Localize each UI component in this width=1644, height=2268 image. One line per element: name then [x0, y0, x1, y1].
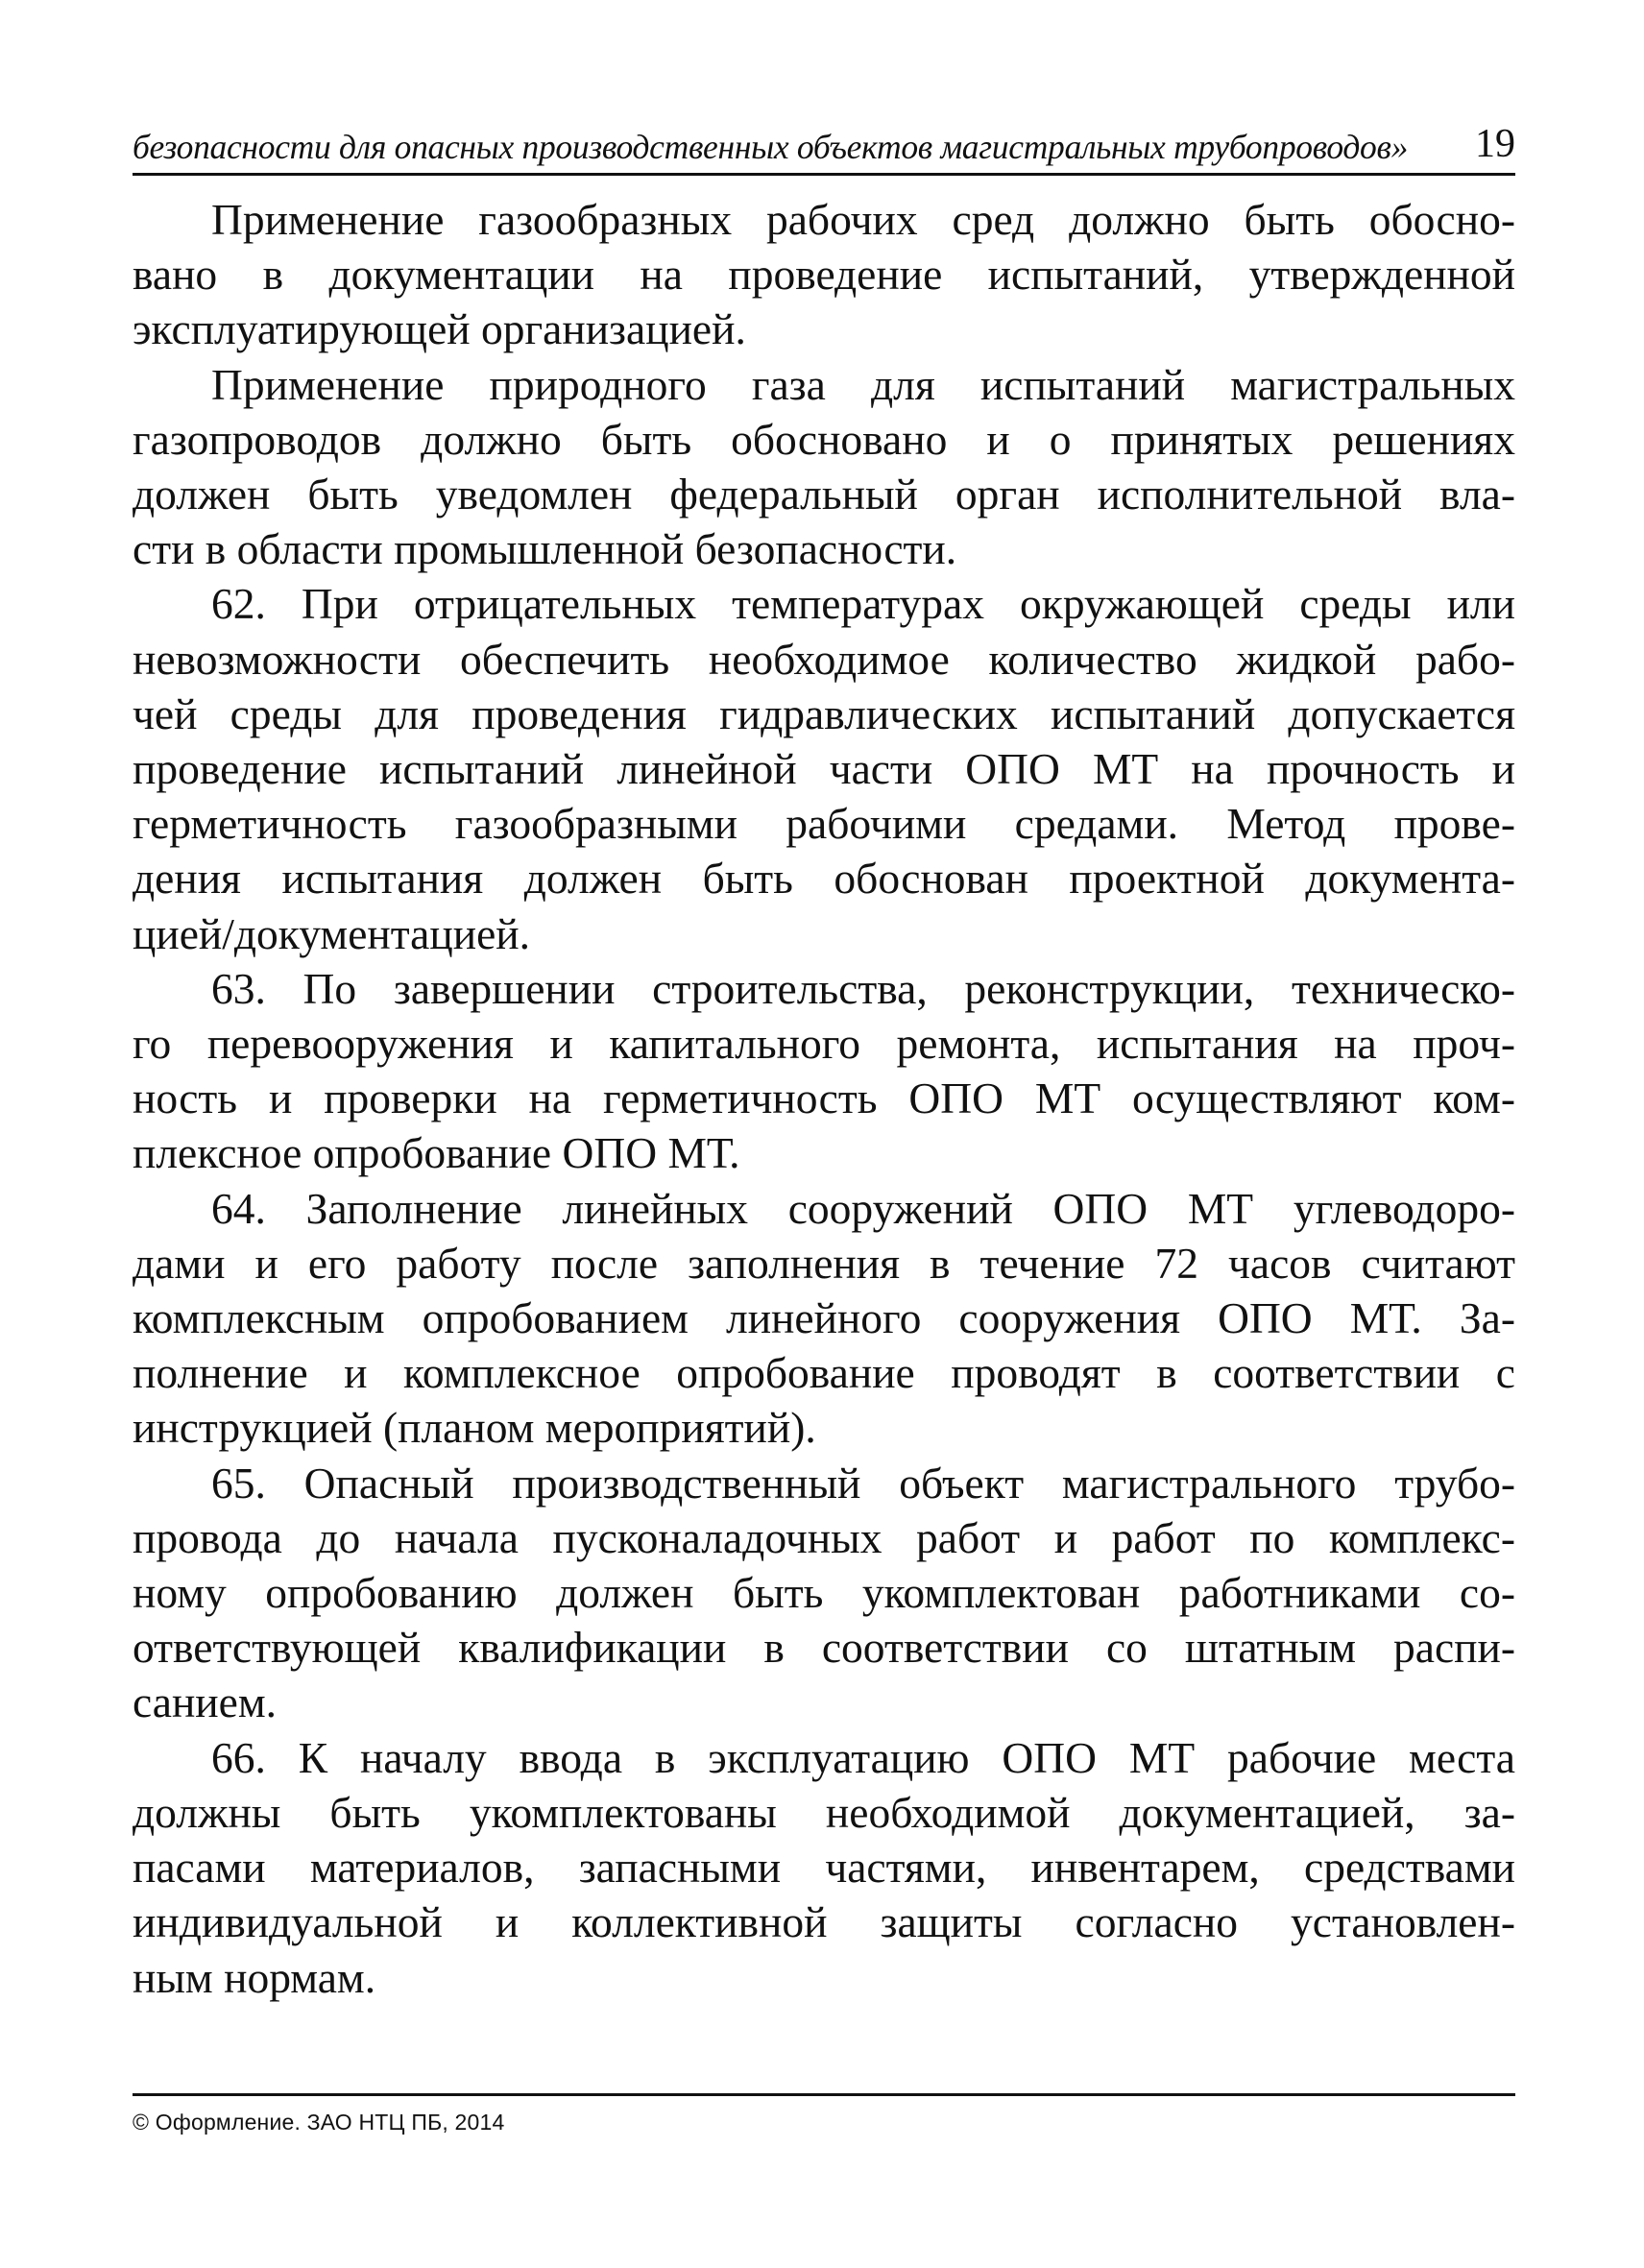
text-line: провода до начала пусконаладочных работ и работ по комплекс-: [133, 1512, 1515, 1562]
text-line: ному опробованию должен быть укомплектован работниками со-: [133, 1568, 1515, 1618]
text-line: пасами материалов, запасными частями, инвентарем, средствами: [133, 1843, 1515, 1893]
text-line: должен быть уведомлен федеральный орган исполнительной вла-: [133, 470, 1515, 519]
text-line: цией/документацией.: [133, 908, 530, 958]
text-line: Применение природного газа для испытаний магистральных: [211, 359, 1515, 409]
text-line: 64. Заполнение линейных сооружений ОПО МТ углеводоро-: [211, 1183, 1515, 1233]
text-line: эксплуатирующей организацией.: [133, 304, 746, 354]
text-line: полнение и комплексное опробование проводят в соответствии с: [133, 1348, 1515, 1398]
text-line: ность и проверки на герметичность ОПО МТ осуществляют ком-: [133, 1074, 1515, 1123]
text-line: вано в документации на проведение испытаний, утвержденной: [133, 250, 1515, 300]
header-title: безопасности для опасных производственных объектов магистральных трубопроводов»: [133, 128, 1409, 166]
text-line: герметичность газообразными рабочими средами. Метод прове-: [133, 799, 1515, 849]
text-line: Применение газообразных рабочих сред должно быть обосно-: [211, 195, 1515, 244]
text-line: 65. Опасный производственный объект магистрального трубо-: [211, 1458, 1515, 1508]
page-footer: [133, 2093, 1515, 2135]
text-line: чей среды для проведения гидравлических испытаний допускается: [133, 688, 1515, 738]
text-line: 66. К началу ввода в эксплуатацию ОПО МТ рабочие места: [211, 1732, 1515, 1782]
text-line: ным нормам.: [133, 1952, 376, 2002]
running-header: [133, 123, 1515, 176]
text-line: сти в области промышленной безопасности.: [133, 524, 957, 574]
text-line: должны быть укомплектованы необходимой документацией, за-: [133, 1787, 1515, 1837]
text-line: инструкцией (планом мероприятий).: [133, 1403, 816, 1453]
text-line: комплексным опробованием линейного сооружения ОПО МТ. За-: [133, 1293, 1515, 1343]
text-line: дами и его работу после заполнения в течение 72 часов считают: [133, 1238, 1515, 1288]
text-line: индивидуальной и коллективной защиты согласно установлен-: [133, 1897, 1515, 1947]
text-line: невозможности обеспечить необходимое количество жидкой рабо-: [133, 634, 1515, 684]
text-line: дения испытания должен быть обоснован проектной документа-: [133, 854, 1515, 904]
text-line: плексное опробование ОПО МТ.: [133, 1128, 740, 1178]
text-line: 62. При отрицательных температурах окружающей среды или: [211, 579, 1515, 629]
text-line: проведение испытаний линейной части ОПО МТ на прочность и: [133, 744, 1515, 794]
copyright-notice: © Оформление. ЗАО НТЦ ПБ, 2014: [133, 2110, 505, 2135]
text-line: ответствующей квалификации в соответствии со штатным распи-: [133, 1623, 1515, 1673]
page-number: 19: [1475, 122, 1515, 166]
text-line: 63. По завершении строительства, реконструкции, техническо-: [211, 963, 1515, 1013]
text-line: го перевооружения и капитального ремонта, испытания на проч-: [133, 1019, 1515, 1069]
text-line: санием.: [133, 1677, 278, 1727]
document-body: [133, 192, 1515, 2005]
text-line: газопроводов должно быть обосновано и о принятых решениях: [133, 414, 1515, 464]
